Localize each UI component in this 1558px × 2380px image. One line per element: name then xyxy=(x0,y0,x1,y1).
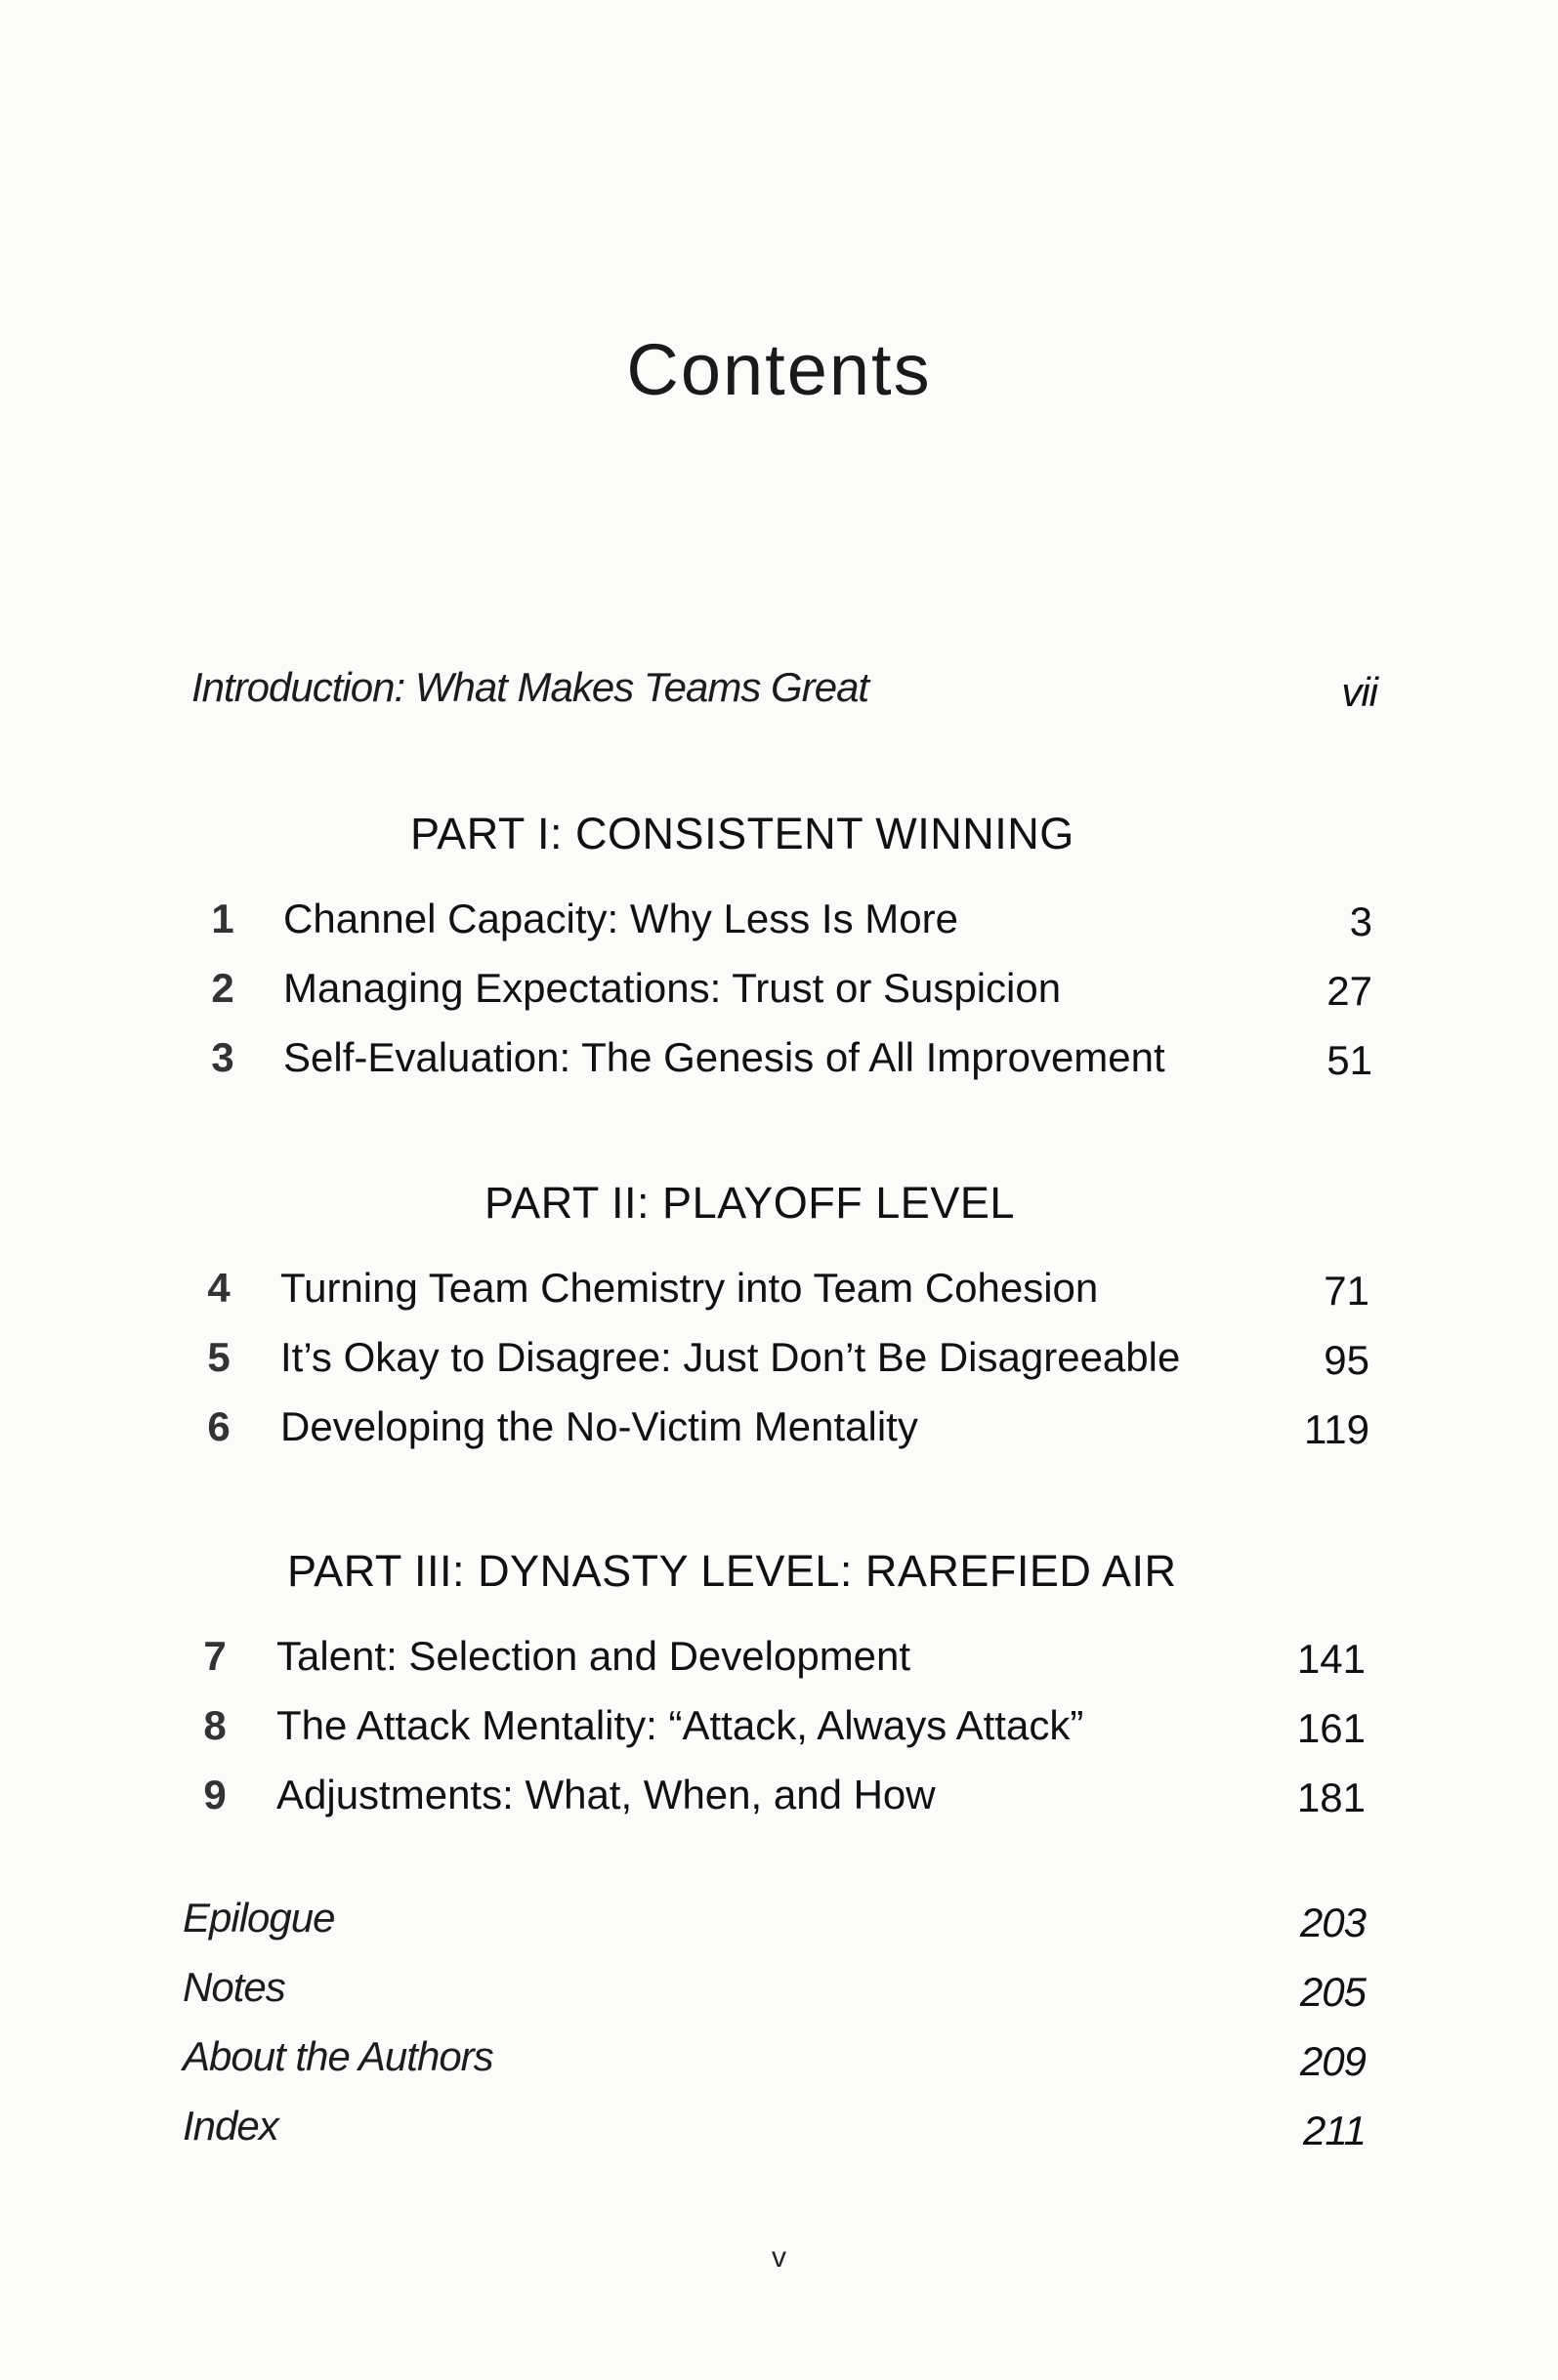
chapter-title[interactable]: Developing the No-Victim Mentality xyxy=(280,1403,918,1449)
part-heading: PART I: CONSISTENT WINNING xyxy=(410,809,1074,858)
toc-notes-page: 205 xyxy=(1299,1969,1366,2015)
part-heading: PART II: PLAYOFF LEVEL xyxy=(484,1178,1015,1228)
chapter-page: 141 xyxy=(1296,1636,1366,1682)
chapter-page: 51 xyxy=(1326,1037,1372,1083)
page-folio: v xyxy=(772,2241,786,2274)
chapter-title[interactable]: The Attack Mentality: “Attack, Always Attack” xyxy=(276,1702,1084,1748)
chapter-title[interactable]: Talent: Selection and Development xyxy=(276,1633,911,1679)
toc-epilogue-page: 203 xyxy=(1299,1900,1366,1945)
chapter-title[interactable]: Managing Expectations: Trust or Suspicion xyxy=(283,965,1062,1011)
chapter-number: 6 xyxy=(207,1403,231,1449)
toc-notes-title[interactable]: Notes xyxy=(183,1964,285,2010)
chapter-number: 9 xyxy=(203,1772,227,1817)
chapter-page: 95 xyxy=(1324,1337,1369,1383)
chapter-number: 2 xyxy=(211,965,234,1011)
toc-index-page: 211 xyxy=(1303,2108,1366,2153)
chapter-number: 8 xyxy=(203,1702,227,1748)
chapter-number: 3 xyxy=(211,1034,234,1080)
chapter-page: 119 xyxy=(1304,1406,1369,1452)
chapter-title[interactable]: Channel Capacity: Why Less Is More xyxy=(283,896,958,941)
chapter-number: 1 xyxy=(211,896,234,941)
chapter-number: 7 xyxy=(203,1633,227,1679)
toc-about-authors-page: 209 xyxy=(1299,2038,1366,2084)
chapter-page: 3 xyxy=(1349,898,1372,944)
chapter-number: 5 xyxy=(207,1334,231,1380)
toc-about-authors-title[interactable]: About the Authors xyxy=(183,2033,493,2079)
chapter-page: 181 xyxy=(1296,1775,1366,1820)
chapter-page: 27 xyxy=(1326,968,1372,1014)
toc-introduction-page: vii xyxy=(1341,669,1377,715)
toc-introduction-title[interactable]: Introduction: What Makes Teams Great xyxy=(191,664,869,710)
part-heading: PART III: DYNASTY LEVEL: RAREFIED AIR xyxy=(287,1546,1177,1596)
chapter-title[interactable]: Self-Evaluation: The Genesis of All Improvement xyxy=(283,1034,1165,1080)
page-title: Contents xyxy=(626,329,932,410)
chapter-page: 71 xyxy=(1324,1268,1369,1314)
chapter-title[interactable]: Adjustments: What, When, and How xyxy=(276,1772,936,1817)
chapter-title[interactable]: Turning Team Chemistry into Team Cohesion xyxy=(280,1265,1099,1311)
toc-index-title[interactable]: Index xyxy=(183,2103,278,2149)
chapter-number: 4 xyxy=(207,1265,231,1311)
chapter-title[interactable]: It’s Okay to Disagree: Just Don’t Be Disagreeable xyxy=(280,1334,1181,1380)
chapter-page: 161 xyxy=(1296,1705,1366,1751)
toc-epilogue-title[interactable]: Epilogue xyxy=(183,1895,335,1941)
